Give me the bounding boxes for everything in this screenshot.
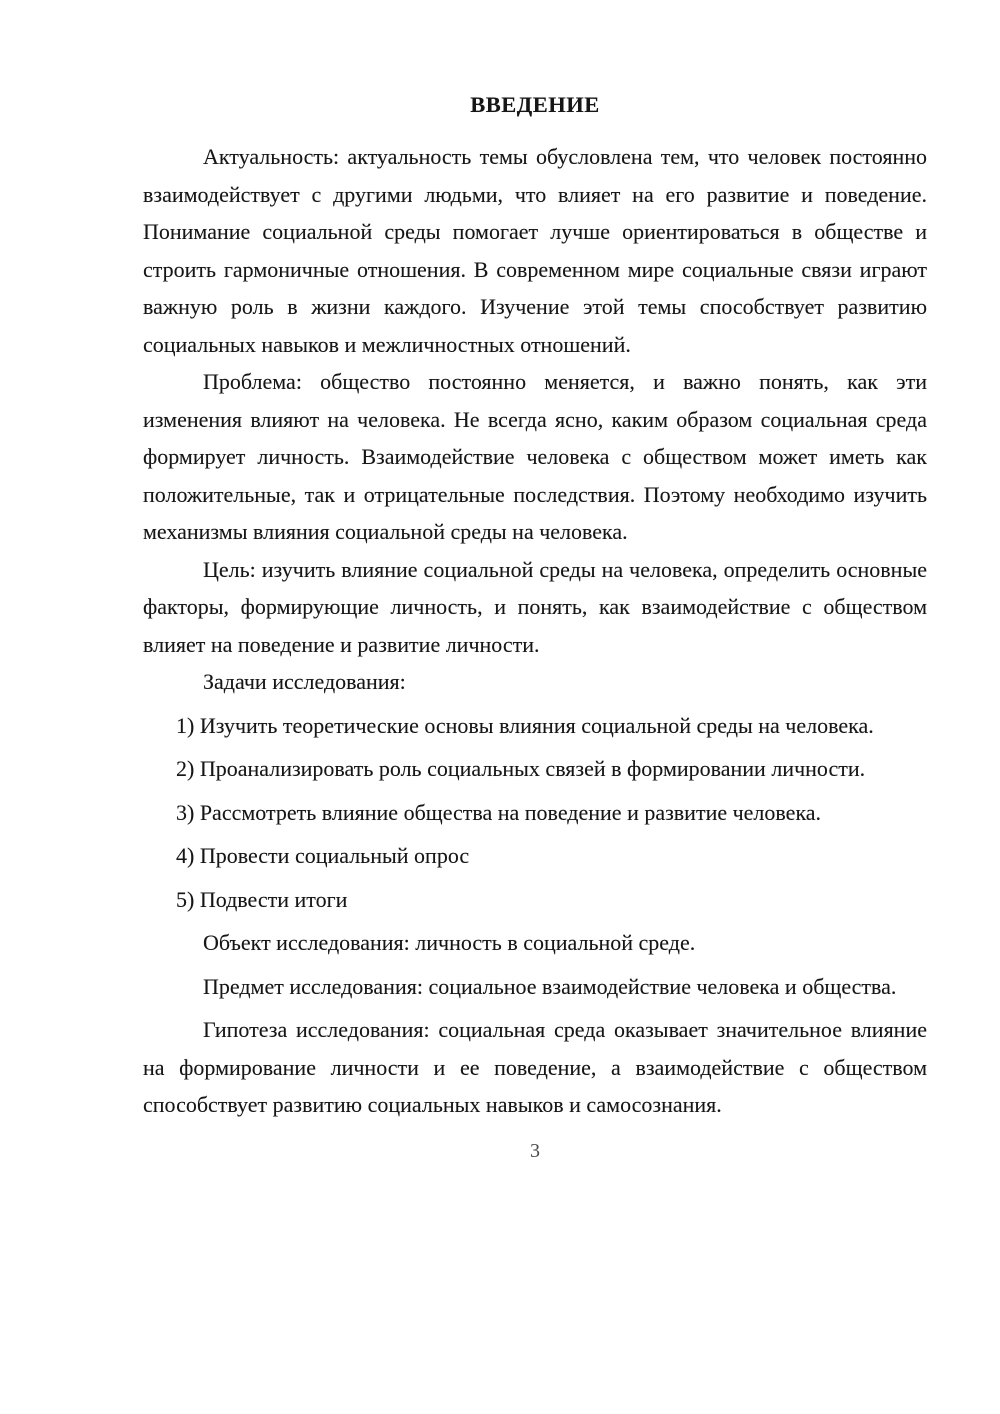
task-item-2: 2) Проанализировать роль социальных связей в формировании личности.	[176, 756, 866, 781]
paragraph-hypothesis: Гипотеза исследования: социальная среда оказывает значительное влияние на формирование личности и ее поведение, а взаимодействие с обществом способствует развитию социальных навыков и самосознания.	[143, 1017, 927, 1117]
page-number: 3	[530, 1139, 540, 1162]
task-item-3: 3) Рассмотреть влияние общества на поведение и развитие человека.	[176, 799, 822, 825]
paragraph-relevance: Актуальность: актуальность темы обусловлена тем, что человек постоянно взаимодействует с другими людьми, что влияет на его развитие и поведение. Понимание социальной среды помогает лучше ориентироваться в обществе и строить гармоничные отношения. В современном мире социальные связи играют важную роль в жизни каждого. Изучение этой темы способствует развитию социальных навыков и межличностных отношений.	[143, 144, 927, 357]
task-item-5: 5) Подвести итоги	[176, 886, 348, 912]
page-title: ВВЕДЕНИЕ	[470, 92, 600, 117]
paragraph-problem: Проблема: общество постоянно меняется, и важно понять, как эти изменения влияют на человека. Не всегда ясно, каким образом социальная среда формирует личность. Взаимодействие человека с обществом может иметь как положительные, так и отрицательные последствия. Поэтому необходимо изучить механизмы влияния социальной среды на человека.	[143, 369, 927, 544]
paragraph-object: Объект исследования: личность в социальной среде.	[203, 930, 696, 955]
paragraph-subject: Предмет исследования: социальное взаимодействие человека и общества.	[203, 973, 897, 999]
paragraph-goal: Цель: изучить влияние социальной среды на человека, определить основные факторы, формирующие личность, и понять, как взаимодействие с обществом влияет на поведение и развитие личности.	[143, 556, 927, 657]
tasks-heading: Задачи исследования:	[203, 669, 406, 694]
task-item-1: 1) Изучить теоретические основы влияния социальной среды на человека.	[176, 712, 874, 738]
task-item-4: 4) Провести социальный опрос	[176, 843, 470, 868]
